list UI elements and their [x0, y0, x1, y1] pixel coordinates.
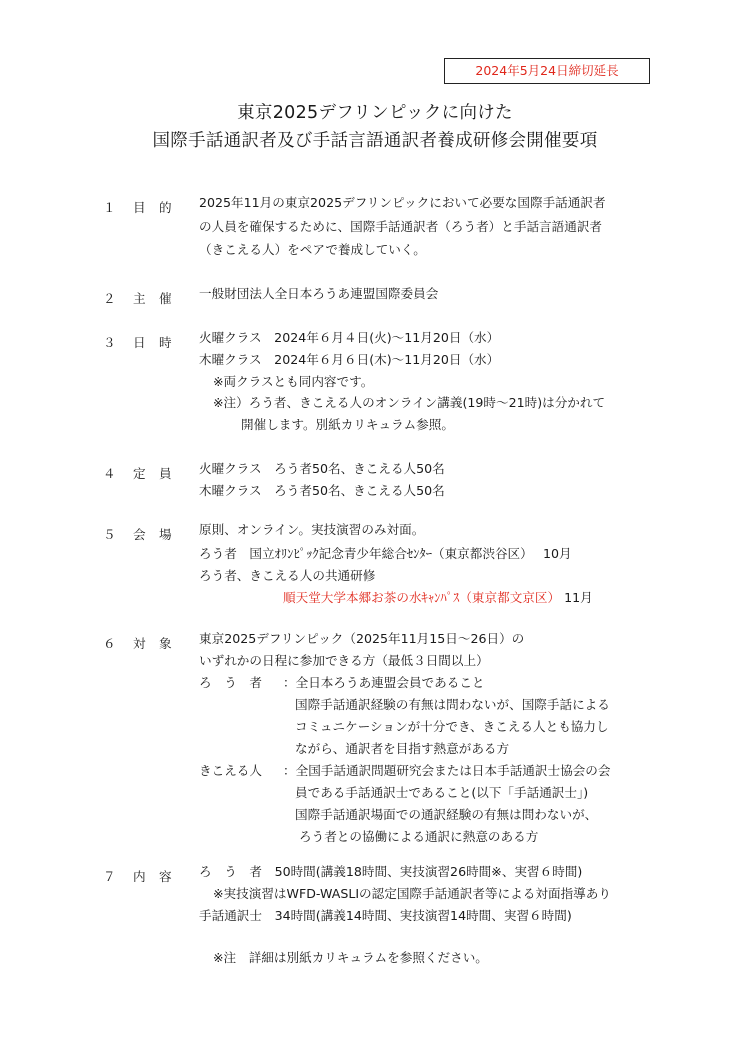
page-title-line-2: 国際手話通訳者及び手話言語通訳者養成研修会開催要項	[152, 131, 598, 151]
schedule-thursday: 木曜クラス 2024年６月６日(木)～11月20日（水）	[199, 352, 500, 367]
section-label-char: 象	[159, 636, 172, 651]
schedule-note: 開催します。別紙カリキュラム参照。	[241, 417, 454, 432]
eligibility-hearing-label: きこえる人	[199, 763, 262, 778]
eligibility-text: 東京2025デフリンピック（2025年11月15日～26日）の	[199, 631, 525, 646]
eligibility-hearing-text: 員である手話通訳士であること(以下「手話通訳士」)	[295, 785, 589, 800]
section-label-char: 会	[133, 527, 146, 542]
venue-text: 原則、オンライン。実技演習のみ対面。	[199, 522, 425, 537]
schedule-tuesday: 火曜クラス 2024年６月４日(火)～11月20日（水）	[199, 330, 500, 345]
section-label-char: 員	[159, 466, 172, 481]
section-label-char: 場	[159, 527, 172, 542]
eligibility-hearing-text: ろう者との協働による通訳に熱意のある方	[299, 829, 539, 844]
section-label-char: 内	[133, 869, 146, 884]
eligibility-deaf-label: ろ う 者	[199, 675, 262, 690]
eligibility-deaf-text: コミュニケーションが十分でき、きこえる人とも協力し	[295, 719, 609, 734]
section-label-char: 的	[159, 200, 172, 215]
section-label-char: 主	[133, 291, 146, 306]
footnote: ※注 詳細は別紙カリキュラムを参照ください。	[213, 950, 488, 965]
section-label-char: 時	[159, 335, 172, 350]
eligibility-deaf-text: ：全日本ろうあ連盟会員であること	[283, 675, 485, 690]
capacity-tuesday: 火曜クラス ろう者50名、きこえる人50名	[199, 461, 445, 476]
section-number: ３	[103, 335, 116, 350]
organizer-text: 一般財団法人全日本ろうあ連盟国際委員会	[199, 286, 439, 301]
capacity-thursday: 木曜クラス ろう者50名、きこえる人50名	[199, 483, 445, 498]
content-note: ※実技演習はWFD-WASLIの認定国際手話通訳者等による対面指導あり	[213, 886, 611, 901]
section-label-char: 容	[159, 869, 172, 884]
eligibility-hearing-text: 国際手話通訳場面での通訳経験の有無は問わないが、	[295, 807, 598, 822]
schedule-note: ※注）ろう者、きこえる人のオンライン講義(19時～21時)は分かれて	[213, 395, 606, 410]
venue-joint-training: ろう者、きこえる人の共通研修	[199, 568, 376, 583]
section-label-char: 定	[133, 466, 146, 481]
section-number: ６	[103, 636, 116, 651]
section-label-char: 対	[133, 636, 146, 651]
section-number: １	[103, 200, 116, 215]
deadline-extension-notice: 2024年5月24日締切延長	[444, 58, 650, 84]
purpose-text-line: 2025年11月の東京2025デフリンピックにおいて必要な国際手話通訳者	[199, 195, 606, 210]
section-number: ５	[103, 527, 116, 542]
section-label-char: 催	[159, 291, 172, 306]
schedule-note: ※両クラスとも同内容です。	[213, 374, 374, 389]
venue-joint-name: 順天堂大学本郷お茶の水ｷｬﾝﾊﾟｽ（東京都文京区）	[283, 590, 561, 605]
section-number: ４	[103, 466, 116, 481]
venue-joint-month: 11月	[564, 590, 593, 605]
section-label-char: 目	[133, 200, 146, 215]
purpose-text-line: の人員を確保するために、国際手話通訳者（ろう者）と手話言語通訳者	[199, 219, 602, 234]
eligibility-deaf-text: 国際手話通訳経験の有無は問わないが、国際手話による	[295, 697, 610, 712]
eligibility-deaf-text: ながら、通訳者を目指す熱意がある方	[295, 741, 510, 756]
section-label-char: 日	[133, 335, 146, 350]
section-number: ７	[103, 869, 116, 884]
eligibility-hearing-text: ：全国手話通訳問題研究会または日本手話通訳士協会の会	[283, 763, 611, 778]
eligibility-text: いずれかの日程に参加できる方（最低３日間以上）	[199, 653, 489, 668]
content-interpreter-hours: 手話通訳士 34時間(講義14時間、実技演習14時間、実習６時間)	[199, 908, 572, 923]
content-deaf-hours: ろ う 者 50時間(講義18時間、実技演習26時間※、実習６時間)	[199, 864, 583, 879]
section-number: ２	[103, 291, 116, 306]
purpose-text-line: （きこえる人）をペアで養成していく。	[199, 242, 426, 257]
venue-deaf: ろう者 国立ｵﾘﾝﾋﾟｯｸ記念青少年総合ｾﾝﾀｰ（東京都渋谷区） 10月	[199, 546, 572, 561]
venue-joint-location	[283, 589, 593, 607]
page-title-line-1: 東京2025デフリンピックに向けた	[237, 103, 513, 123]
